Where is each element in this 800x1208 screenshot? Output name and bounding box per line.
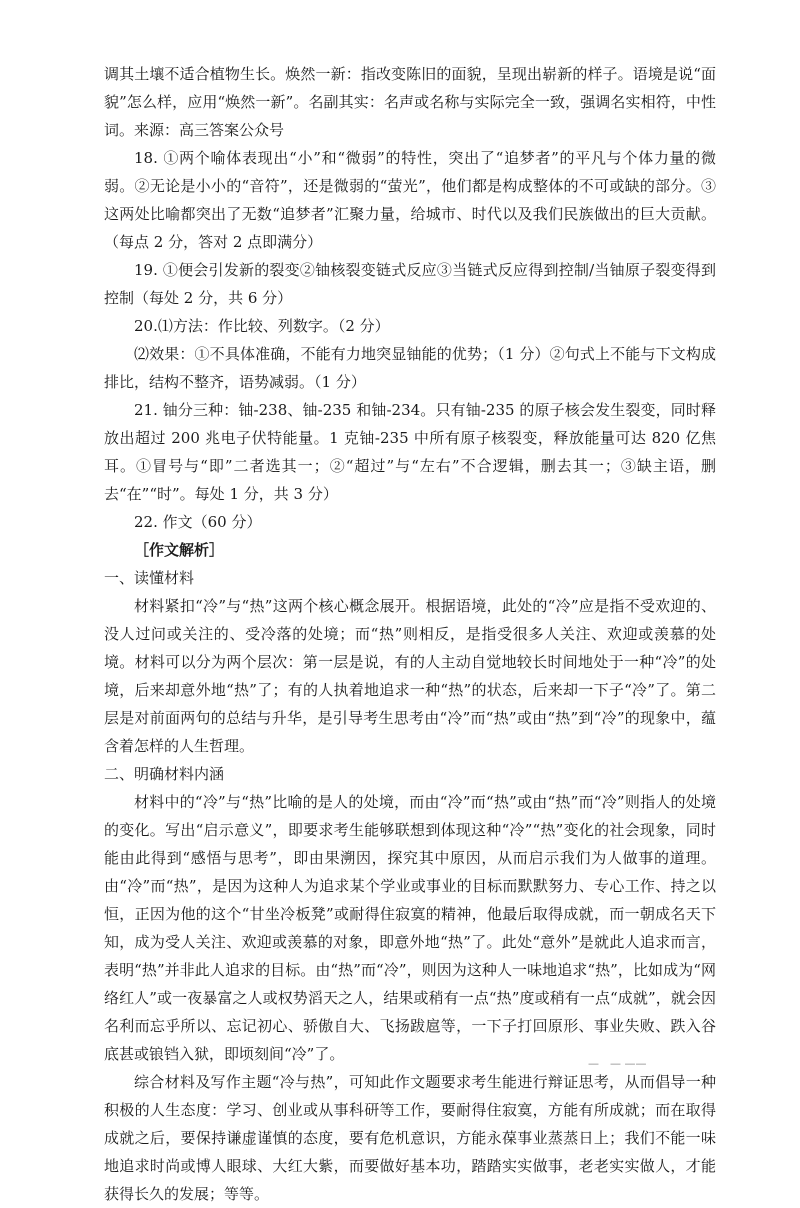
- answer-22: 22. 作文（60 分）: [134, 513, 262, 531]
- answer-21: 21. 铀分三种：铀-238、铀-235 和铀-234。只有铀-235 的原子核会发生裂变，同时释放出超过 200 兆电子伏特能量。1 克铀-235 中所有原子核裂变，释放能量可达 820 亿焦耳。①冒号与“即”二者选其一；②“超过”与“左右”不合逻辑，删去其一；③缺主语，删去“在”“时”。每处 1 分，共 3 分）: [104, 401, 716, 503]
- answer-19: 19. ①便会引发新的裂变②铀核裂变链式反应③当链式反应得到控制/当铀原子裂变得到控制（每处 2 分，共 6 分）: [104, 261, 716, 307]
- section-heading-1: 一、读懂材料: [104, 569, 195, 587]
- document-body: [104, 60, 716, 1208]
- section-1-paragraph: 材料紧扣“冷”与“热”这两个核心概念展开。根据语境，此处的“冷”应是指不受欢迎的、没人过问或关注的、受冷落的处境；而“热”则相反，是指受很多人关注、欢迎或羡慕的处境。材料可以分为两个层次：第一层是说，有的人主动自觉地较长时间地处于一种“冷”的处境，后来却意外地“热”了；有的人执着地追求一种“热”的状态，后来却一下子“冷”了。第二层是对前面两句的总结与升华，是引导考生思考由“冷”而“热”或由“热”到“冷”的现象中，蕴含着怎样的人生哲理。: [104, 597, 716, 755]
- answer-20-effect: ⑵效果：①不具体准确，不能有力地突显铀能的优势；（1 分）②句式上不能与下文构成排比，结构不整齐，语势减弱。（1 分）: [104, 345, 716, 391]
- scan-smudge: — — ——: [588, 1057, 647, 1070]
- summary-paragraph: 综合材料及写作主题“冷与热”，可知此作文题要求考生能进行辩证思考，从而倡导一种积极的人生态度：学习、创业或从事科研等工作，要耐得住寂寞，方能有所成就；而在取得成就之后，要保持谦虚谨慎的态度，要有危机意识，方能永葆事业蒸蒸日上；我们不能一味地追求时尚或博人眼球、大红大紫，而要做好基本功，踏踏实实做事，老老实实做人，才能获得长久的发展；等等。: [104, 1073, 716, 1203]
- paragraph-continued-explanation: 调其土壤不适合植物生长。焕然一新：指改变陈旧的面貌，呈现出崭新的样子。语境是说“面貌”怎么样，应用“焕然一新”。名副其实：名声或名称与实际完全一致，强调名实相符，中性词。来源：高三答案公众号: [104, 65, 716, 139]
- answer-20-method: 20.⑴方法：作比较、列数字。（2 分）: [134, 317, 390, 335]
- section-2-paragraph: 材料中的“冷”与“热”比喻的是人的处境，而由“冷”而“热”或由“热”而“冷”则指人的处境的变化。写出“启示意义”，即要求考生能够联想到体现这种“冷”“热”变化的社会现象，同时能由此得到“感悟与思考”，即由果溯因，探究其中原因，从而启示我们为人做事的道理。由“冷”而“热”，是因为这种人为追求某个学业或事业的目标而默默努力、专心工作、持之以恒，正因为他的这个“甘坐冷板凳”或耐得住寂寞的精神，他最后取得成就，而一朝成名天下知，成为受人关注、欢迎或羡慕的对象，即意外地“热”了。此处“意外”是就此人追求而言，表明“热”并非此人追求的目标。由“热”而“冷”，则因为这种人一味地追求“热”，比如成为“网络红人”或一夜暴富之人或权势滔天之人，结果或稍有一点“热”度或稍有一点“成就”，就会因名利而忘乎所以、忘记初心、骄傲自大、飞扬跋扈等，一下子打回原形、事业失败、跌入谷底甚或锒铛入狱，即顷刻间“冷”了。: [104, 793, 716, 1063]
- essay-analysis-heading: ［作文解析］: [134, 541, 225, 559]
- answer-18: 18. ①两个喻体表现出“小”和“微弱”的特性，突出了“追梦者”的平凡与个体力量的微弱。②无论是小小的“音符”，还是微弱的“萤光”，他们都是构成整体的不可或缺的部分。③这两处比喻都突出了无数“追梦者”汇聚力量，给城市、时代以及我们民族做出的巨大贡献。（每点 2 分，答对 2 点即满分）: [104, 149, 716, 251]
- section-heading-2: 二、明确材料内涵: [104, 765, 225, 783]
